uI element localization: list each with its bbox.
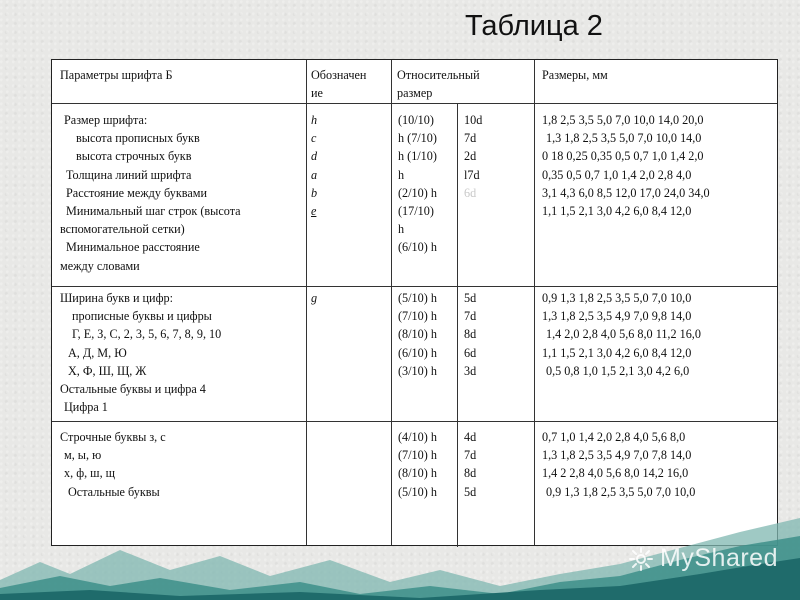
- slide-title: Таблица 2: [465, 10, 603, 42]
- row2-params: Ширина букв и цифр: прописные буквы и цифры Г, Е, З, С, 2, 3, 5, 6, 7, 8, 9, 10 А, Д, М, Ю Х, Ф, Ш, Щ, Ж Остальные буквы и цифра 4 Цифра 1: [60, 291, 222, 415]
- row3-relative-d: 4d 7d 8d 5d: [464, 430, 477, 499]
- table-divider: [52, 286, 777, 287]
- table-divider: [391, 60, 392, 545]
- table-divider: [457, 103, 458, 547]
- table-divider: [534, 60, 535, 545]
- row3-params: Строчные буквы з, с м, ы, ю х, ф, ш, щ Остальные буквы: [60, 430, 166, 499]
- row2-sizes: 0,9 1,3 1,8 2,5 3,5 5,0 7,0 10,0 1,3 1,8 2,5 3,5 4,9 7,0 9,8 14,0 1,4 2,0 2,8 4,0 5,6 8,0 11,2 16,0 1,1 1,5 2,1 3,0 4,2 6,0 8,4 12,0 0,5 0,8 1,0 1,5 2,1 3,0 4,2 6,0: [542, 291, 701, 378]
- row2-relative-h: (5/10) h (7/10) h (8/10) h (6/10) h (3/10) h: [398, 291, 437, 378]
- row1-relative-h: (10/10) h (7/10) h (1/10) h (2/10) h (17/10) h (6/10) h: [398, 113, 437, 255]
- row2-designation: g: [311, 291, 318, 305]
- table-divider: [306, 60, 307, 545]
- myshared-logo-icon: [628, 546, 654, 572]
- brand-name: MyShared: [660, 544, 778, 572]
- header-sizes: Размеры, мм: [542, 68, 608, 82]
- row3-relative-h: (4/10) h (7/10) h (8/10) h (5/10) h: [398, 430, 437, 499]
- row3-sizes: 0,7 1,0 1,4 2,0 2,8 4,0 5,6 8,0 1,3 1,8 2,5 3,5 4,9 7,0 7,8 14,0 1,4 2 2,8 4,0 5,6 8,0 14,2 16,0 0,9 1,3 1,8 2,5 3,5 5,0 7,0 10,0: [542, 430, 696, 499]
- row1-designation: h c d a b e: [311, 113, 318, 219]
- header-params: Параметры шрифта Б: [60, 68, 173, 82]
- row2-relative-d: 5d 7d 8d 6d 3d: [464, 291, 477, 378]
- row1-sizes: 1,8 2,5 3,5 5,0 7,0 10,0 14,0 20,0 1,3 1,8 2,5 3,5 5,0 7,0 10,0 14,0 0 18 0,25 0,35 0,5 0,7 1,0 1,4 2,0 0,35 0,5 0,7 1,0 1,4 2,0 2,8 4,0 3,1 4,3 6,0 8,5 12,0 17,0 24,0 34,0 1,1 1,5 2,1 3,0 4,2 6,0 8,4 12,0: [542, 113, 710, 219]
- header-designation: Обозначен ие: [311, 68, 367, 101]
- header-relative-size: Относительный размер: [397, 68, 480, 101]
- row1-relative-d: 10d 7d 2d l7d 6d: [464, 113, 483, 200]
- row1-params: Размер шрифта: высота прописных букв высота строчных букв Толщина линий шрифта Расстояние между буквами Минимальный шаг строк (высота вспомогательной сетки) Минимальное расстояние между словами: [60, 113, 241, 273]
- myshared-brand: [628, 544, 778, 573]
- table-divider: [52, 421, 777, 422]
- table-divider: [52, 103, 777, 104]
- font-parameters-table: [51, 59, 778, 546]
